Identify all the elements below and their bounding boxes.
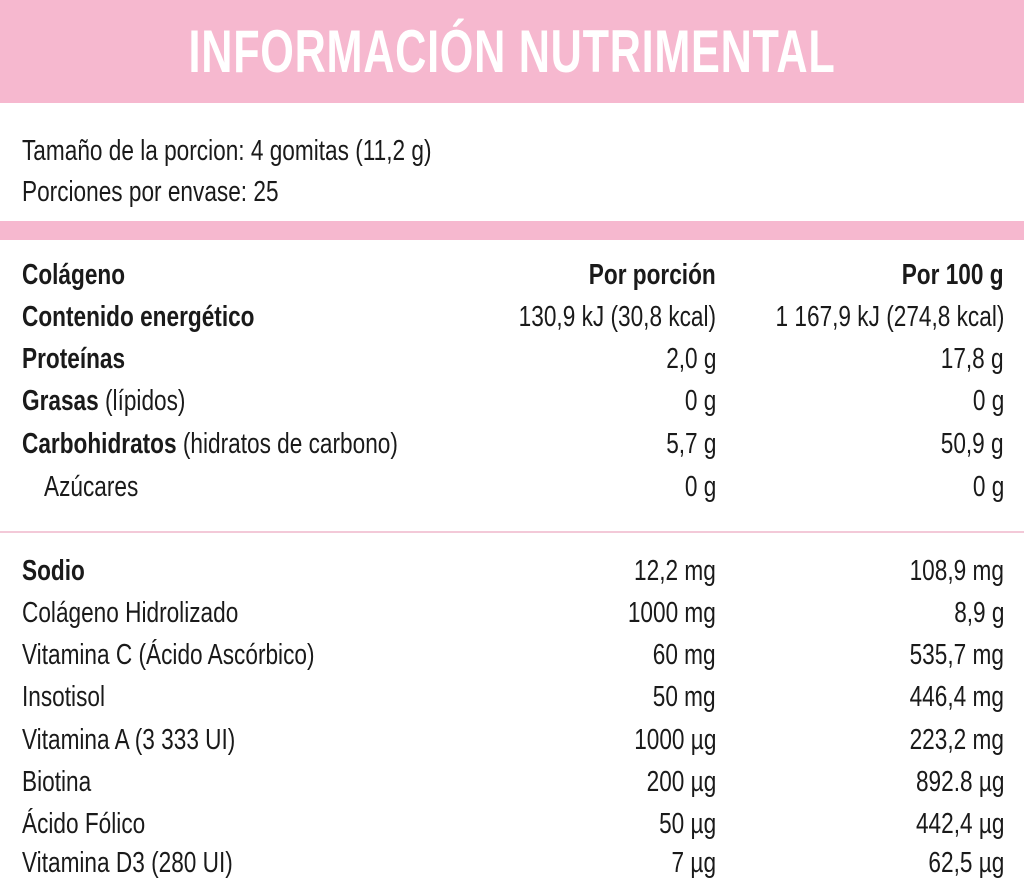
nutrient-per-100g: 17,8 g: [941, 343, 1004, 375]
nutrient-name: Contenido energético: [22, 301, 255, 333]
nutrient-name: Colágeno Hidrolizado: [22, 597, 239, 629]
nutrient-name: Azúcares: [44, 471, 139, 503]
nutrient-per-100g: 892.8 µg: [915, 766, 1004, 798]
nutrient-name: Proteínas: [22, 343, 126, 375]
nutrient-per-portion: 50 mg: [653, 681, 716, 713]
nutrient-per-100g: 8,9 g: [953, 597, 1004, 629]
header-per-100g: Por 100 g: [902, 259, 1004, 291]
nutrient-name: Vitamina A (3 333 UI): [22, 724, 236, 756]
nutrient-per-100g: 0 g: [972, 471, 1004, 503]
nutrient-name: Ácido Fólico: [22, 808, 146, 840]
nutrient-name: Insotisol: [22, 681, 105, 713]
table-row: [0, 719, 1024, 761]
nutrient-per-100g: 535,7 mg: [909, 639, 1004, 671]
nutrient-per-portion: 2,0 g: [665, 343, 716, 375]
table-row: [0, 380, 1024, 422]
nutrient-per-100g: 446,4 mg: [909, 681, 1004, 713]
nutrient-name: Sodio: [22, 555, 85, 587]
table-row: [0, 842, 1024, 884]
nutrient-name: Vitamina D3 (280 UI): [22, 847, 233, 879]
title-banner: [0, 0, 1024, 103]
table-row: [0, 423, 1024, 465]
nutrient-per-portion: 60 mg: [653, 639, 716, 671]
section-divider: [0, 531, 1024, 533]
section-band: [0, 221, 1024, 240]
servings-per-container: Porciones por envase: 25: [22, 176, 279, 208]
nutrient-per-portion: 50 µg: [658, 808, 716, 840]
table-row: [0, 676, 1024, 718]
table-row: [0, 634, 1024, 676]
nutrient-per-100g: 50,9 g: [941, 428, 1004, 460]
nutrient-per-portion: 5,7 g: [665, 428, 716, 460]
table-row: [0, 592, 1024, 634]
nutrient-per-portion: 1000 µg: [633, 724, 716, 756]
nutrient-per-100g: 223,2 mg: [909, 724, 1004, 756]
nutrient-per-portion: 12,2 mg: [634, 555, 716, 587]
nutrient-name: Grasas (lípidos): [22, 385, 186, 417]
header-name: Colágeno: [22, 259, 126, 291]
nutrient-name: Biotina: [22, 766, 92, 798]
nutrient-per-100g: 0 g: [972, 385, 1004, 417]
nutrient-per-100g: 442,4 µg: [915, 808, 1004, 840]
serving-size: Tamaño de la porcion: 4 gomitas (11,2 g): [22, 135, 432, 167]
table-row: [0, 803, 1024, 845]
table-row: [0, 761, 1024, 803]
table-row: [0, 550, 1024, 592]
nutrient-per-100g: 62,5 µg: [928, 847, 1004, 879]
table-header-row: [0, 254, 1024, 296]
nutrient-per-portion: 0 g: [684, 471, 716, 503]
nutrient-per-portion: 130,9 kJ (30,8 kcal): [518, 301, 716, 333]
nutrient-per-portion: 0 g: [684, 385, 716, 417]
table-row: [0, 296, 1024, 338]
table-row: [0, 466, 1024, 508]
nutrient-per-100g: 1 167,9 kJ (274,8 kcal): [775, 301, 1004, 333]
nutrient-per-portion: 1000 mg: [627, 597, 716, 629]
nutrient-name: Vitamina C (Ácido Ascórbico): [22, 639, 315, 671]
nutrient-per-portion: 7 µg: [671, 847, 716, 879]
nutrient-name: Carbohidratos (hidratos de carbono): [22, 428, 398, 460]
page-title: INFORMACIÓN NUTRIMENTAL: [188, 18, 836, 85]
nutrient-per-100g: 108,9 mg: [909, 555, 1004, 587]
table-row: [0, 338, 1024, 380]
nutrient-per-portion: 200 µg: [646, 766, 716, 798]
header-per-portion: Por porción: [589, 259, 716, 291]
